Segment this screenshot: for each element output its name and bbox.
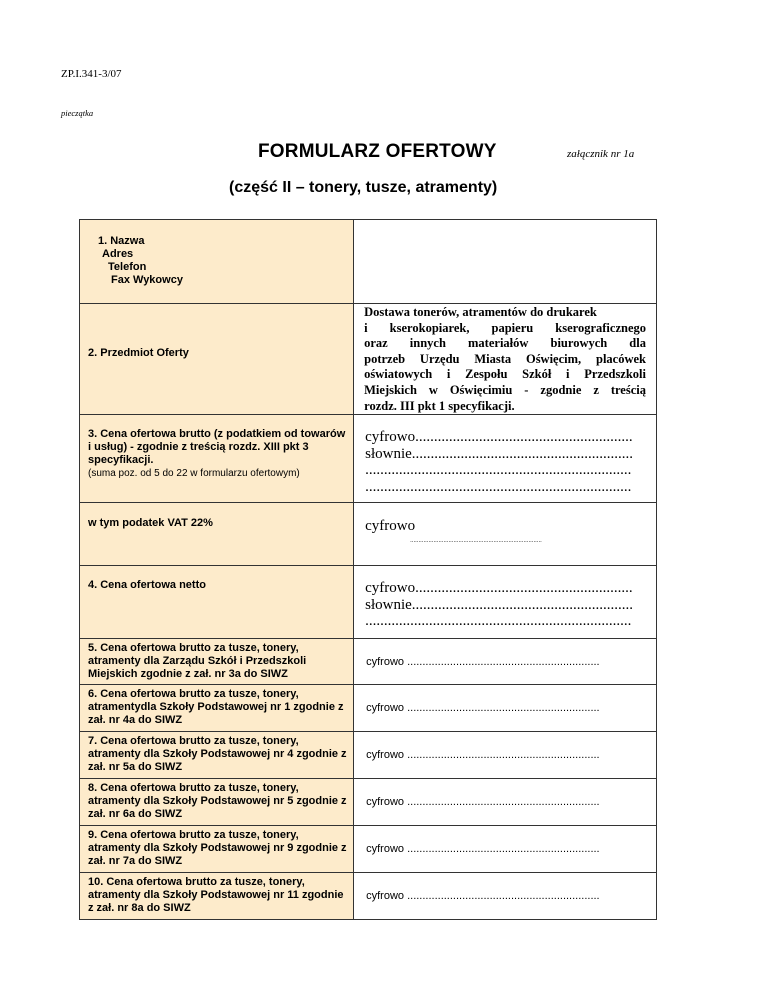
subject-description bbox=[354, 304, 656, 414]
gross-price-label-cell bbox=[80, 415, 354, 503]
net-price-row bbox=[80, 566, 657, 639]
subject-label: 2. Przedmiot Oferty bbox=[88, 347, 189, 359]
vat-digits: cyfrowo bbox=[365, 518, 416, 535]
net-price-label-cell bbox=[80, 566, 354, 639]
item-value-cell[interactable] bbox=[354, 685, 657, 732]
item-row bbox=[80, 873, 657, 920]
vat-label: w tym podatek VAT 22% bbox=[88, 517, 213, 530]
item-value-cell[interactable] bbox=[354, 732, 657, 779]
item-value-cell[interactable] bbox=[354, 826, 657, 873]
gross-price-blank: ....................................................................... bbox=[365, 462, 632, 479]
attachment-label: załącznik nr 1a bbox=[567, 148, 635, 160]
item-value: cyfrowo ............................................................... bbox=[366, 702, 600, 715]
subject-line: oraz innych materiałów biurowych dla bbox=[364, 336, 646, 351]
contractor-fax-label: Fax Wykowcy bbox=[111, 274, 183, 286]
item-label-cell bbox=[80, 826, 354, 873]
item-row bbox=[80, 639, 657, 685]
item-label-cell bbox=[80, 639, 354, 685]
item-label: 9. Cena ofertowa brutto za tusze, tonery, atramenty dla Szkoły Podstawowej nr 9 zgodnie z zał. nr 7a do SIWZ bbox=[88, 829, 347, 868]
item-label: 6. Cena ofertowa brutto za tusze, tonery, atramentydla Szkoły Podstawowej nr 1 zgodnie z zał. nr 4a do SIWZ bbox=[88, 688, 344, 727]
contractor-name-label: 1. Nazwa bbox=[98, 235, 145, 247]
net-price-value-cell[interactable] bbox=[354, 566, 657, 639]
subject-line: Miejskich w Oświęcimiu - zgodnie z treścią bbox=[364, 382, 646, 397]
item-label-cell bbox=[80, 779, 354, 826]
offer-form-table bbox=[79, 219, 657, 920]
subject-value-cell bbox=[354, 304, 657, 415]
item-label-cell bbox=[80, 732, 354, 779]
net-price-blank: ....................................................................... bbox=[365, 613, 632, 630]
net-price-digits: cyfrowo.......................................................... bbox=[365, 580, 633, 597]
contractor-row bbox=[80, 220, 657, 304]
vat-value-cell[interactable] bbox=[354, 503, 657, 566]
form-title: FORMULARZ OFERTOWY bbox=[258, 141, 497, 162]
item-label-cell bbox=[80, 685, 354, 732]
contractor-value-field[interactable] bbox=[354, 220, 657, 304]
item-row bbox=[80, 732, 657, 779]
gross-price-words: słownie........................................................... bbox=[365, 445, 634, 462]
gross-price-row bbox=[80, 415, 657, 503]
vat-blank: ............................................................................... bbox=[410, 537, 542, 544]
item-label: 8. Cena ofertowa brutto za tusze, tonery, atramenty dla Szkoły Podstawowej nr 5 zgodnie z zał. nr 6a do SIWZ bbox=[88, 782, 347, 821]
item-value-cell[interactable] bbox=[354, 639, 657, 685]
contractor-phone-label: Telefon bbox=[108, 261, 147, 273]
subject-row bbox=[80, 304, 657, 415]
subject-line: potrzeb Urzędu Miasta Oświęcim, placówek bbox=[364, 351, 646, 366]
gross-price-blank: ....................................................................... bbox=[365, 478, 632, 495]
vat-row bbox=[80, 503, 657, 566]
item-value: cyfrowo ............................................................... bbox=[366, 796, 600, 809]
item-label: 7. Cena ofertowa brutto za tusze, tonery, atramenty dla Szkoły Podstawowej nr 4 zgodnie z zał. nr 5a do SIWZ bbox=[88, 735, 347, 774]
item-value: cyfrowo ............................................................... bbox=[366, 843, 600, 856]
item-value: cyfrowo ............................................................... bbox=[366, 655, 600, 668]
item-row bbox=[80, 685, 657, 732]
subject-line: rozdz. III pkt 1 specyfikacji. bbox=[364, 398, 515, 413]
item-value-cell[interactable] bbox=[354, 779, 657, 826]
item-value-cell[interactable] bbox=[354, 873, 657, 920]
subject-line: i kserokopiarek, papieru kserograficznego bbox=[364, 320, 646, 335]
gross-price-digits: cyfrowo.......................................................... bbox=[365, 429, 633, 446]
subject-label-cell bbox=[80, 304, 354, 415]
item-row bbox=[80, 779, 657, 826]
subject-line: oświatowych i Zespołu Szkół i Przedszkoli bbox=[364, 367, 646, 382]
gross-price-note: (suma poz. od 5 do 22 w formularzu ofertowym) bbox=[88, 468, 300, 480]
item-value: cyfrowo ............................................................... bbox=[366, 890, 600, 903]
subject-line: Dostawa tonerów, atramentów do drukarek bbox=[364, 305, 597, 319]
net-price-words: słownie........................................................... bbox=[365, 596, 634, 613]
item-value: cyfrowo ............................................................... bbox=[366, 749, 600, 762]
gross-price-label: 3. Cena ofertowa brutto (z podatkiem od towarów i usług) - zgodnie z treścią rozdz. XIII pkt 3 specyfikacji. bbox=[88, 428, 346, 467]
gross-price-value-cell[interactable] bbox=[354, 415, 657, 503]
stamp-label: pieczątka bbox=[61, 108, 94, 118]
net-price-label: 4. Cena ofertowa netto bbox=[88, 579, 206, 592]
item-row bbox=[80, 826, 657, 873]
item-label-cell bbox=[80, 873, 354, 920]
item-label: 10. Cena ofertowa brutto za tusze, tonery, atramenty dla Szkoły Podstawowej nr 11 zgodnie z zał. nr 8a do SIWZ bbox=[88, 876, 344, 915]
vat-label-cell bbox=[80, 503, 354, 566]
contractor-label-cell bbox=[80, 220, 354, 304]
item-label: 5. Cena ofertowa brutto za tusze, tonery, atramenty dla Zarządu Szkół i Przedszkoli Miejskich zgodnie z zał. nr 3a do SIWZ bbox=[88, 642, 307, 681]
form-subtitle: (część II – tonery, tusze, atramenty) bbox=[229, 179, 498, 196]
document-reference: ZP.I.341-3/07 bbox=[61, 68, 122, 80]
contractor-address-label: Adres bbox=[102, 248, 134, 260]
